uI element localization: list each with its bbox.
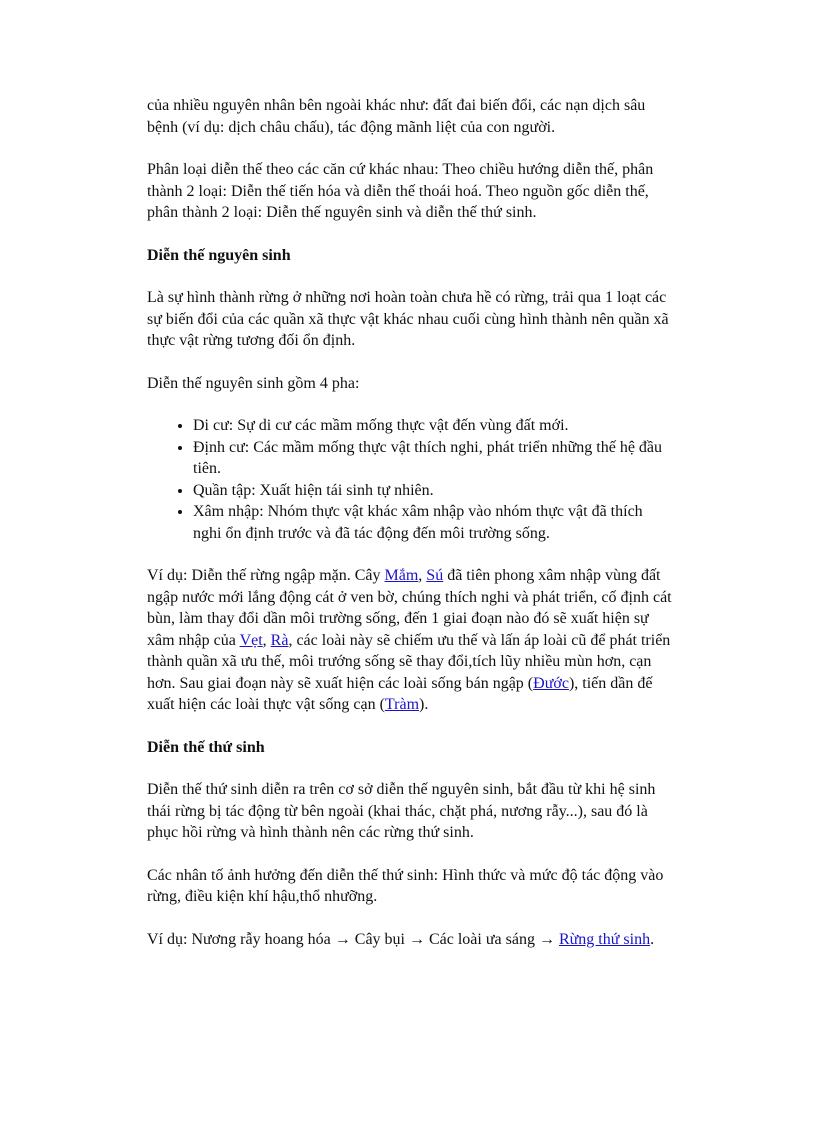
example-text: ). (419, 696, 429, 713)
phase-item-migration: • Di cư: Sự di cư các mầm mống thực vật đến vùng đất mới. (193, 415, 672, 437)
example-text: Ví dụ: Nương rẫy hoang hóa → Cây bụi → Các loài ưa sáng → (147, 930, 559, 948)
classification-paragraph: Phân loại diễn thế theo các căn cứ khác nhau: Theo chiều hướng diễn thế, phân thành 2 loại: Diễn thế tiến hóa và diễn thế thoái hoá. Theo nguồn gốc diễn thế, phân thành 2 loại: Diễn thế nguyên sinh và diễn thế thứ sinh. (147, 161, 654, 221)
link-rung-thu-sinh[interactable]: Rừng thứ sinh (558, 930, 651, 948)
phase-item-aggregation: • Quần tập: Xuất hiện tái sinh tự nhiên. (193, 480, 672, 502)
phase-item-settlement: • Định cư: Các mầm mống thực vật thích nghi, phát triển những thế hệ đầu tiên. (193, 437, 672, 480)
document-page (147, 95, 672, 971)
example-text: Ví dụ: Diễn thế rừng ngập mặn. Cây (147, 567, 385, 584)
secondary-example-paragraph (147, 929, 672, 951)
link-vet[interactable]: Vẹt (239, 631, 263, 649)
link-mam[interactable]: Mắm (384, 567, 419, 584)
primary-definition-paragraph: Là sự hình thành rừng ở những nơi hoàn toàn chưa hề có rừng, trải qua 1 loạt các sự biến đổi của các quần xã thực vật khác nhau cuối cùng hình thành nên quần xã thực vật rừng tương đối ổn định. (147, 289, 669, 349)
phases-intro-paragraph: Diễn thế nguyên sinh gồm 4 pha: (147, 374, 360, 392)
link-ra[interactable]: Rà (270, 631, 289, 649)
example-text: , (418, 567, 427, 584)
link-duoc[interactable]: Đước (533, 674, 569, 692)
example-text: , các loài này sẽ chiếm ưu thế và lấn áp loài cũ để phát triển thành quần xã ưu thế, môi trướng sống sẽ thay đổi,tích lũy nhiều mùn hơn, cạn hơn. Sau giai đoạn này sẽ xuất hiện các loài sống bán ngập ( (147, 631, 671, 692)
secondary-definition-paragraph: Diễn thế thứ sinh diễn ra trên cơ sở diễn thế nguyên sinh, bắt đầu từ khi hệ sinh thái rừng bị tác động từ bên ngoài (khai thác, chặt phá, nương rẫy...), sau đó là phục hồi rừng và hình thành nên các rừng thứ sinh. (147, 781, 656, 841)
example-text: . (650, 930, 655, 948)
phase-item-invasion: • Xâm nhập: Nhóm thực vật khác xâm nhập vào nhóm thực vật đã thích nghi ổn định trước và đã tác động đến môi trường sống. (193, 501, 672, 544)
secondary-factors-paragraph: Các nhân tố ảnh hưởng đến diễn thế thứ sinh: Hình thức và mức độ tác động vào rừng, điều kiện khí hậu,thổ nhưỡng. (147, 866, 664, 905)
link-tram[interactable]: Tràm (384, 696, 420, 713)
intro-paragraph: của nhiều nguyên nhân bên ngoài khác như: đất đai biến đổi, các nạn dịch sâu bệnh (ví dụ: dịch châu chấu), tác động mãnh liệt của con người. (147, 97, 646, 136)
example-text: đã tiên phong xâm nhập vùng đất ngập nước mới lắng động cát ở ven bờ, chúng thích nghi và phát triển, cố định cát bùn, làm thay đổi dần môi trường sống, đến 1 giai đoạn nào đó sẽ xuất hiện sự xâm nhập của (147, 567, 672, 649)
mangrove-example-paragraph (147, 565, 672, 716)
secondary-succession-heading: Diễn thế thứ sinh (147, 738, 265, 756)
example-text: , (262, 631, 271, 649)
example-text: ), tiến dần đế xuất hiện các loài thực vật sống cạn ( (147, 674, 653, 713)
phases-list (147, 415, 672, 544)
primary-succession-heading: Diễn thế nguyên sinh (147, 246, 291, 264)
link-su[interactable]: Sú (426, 567, 444, 584)
